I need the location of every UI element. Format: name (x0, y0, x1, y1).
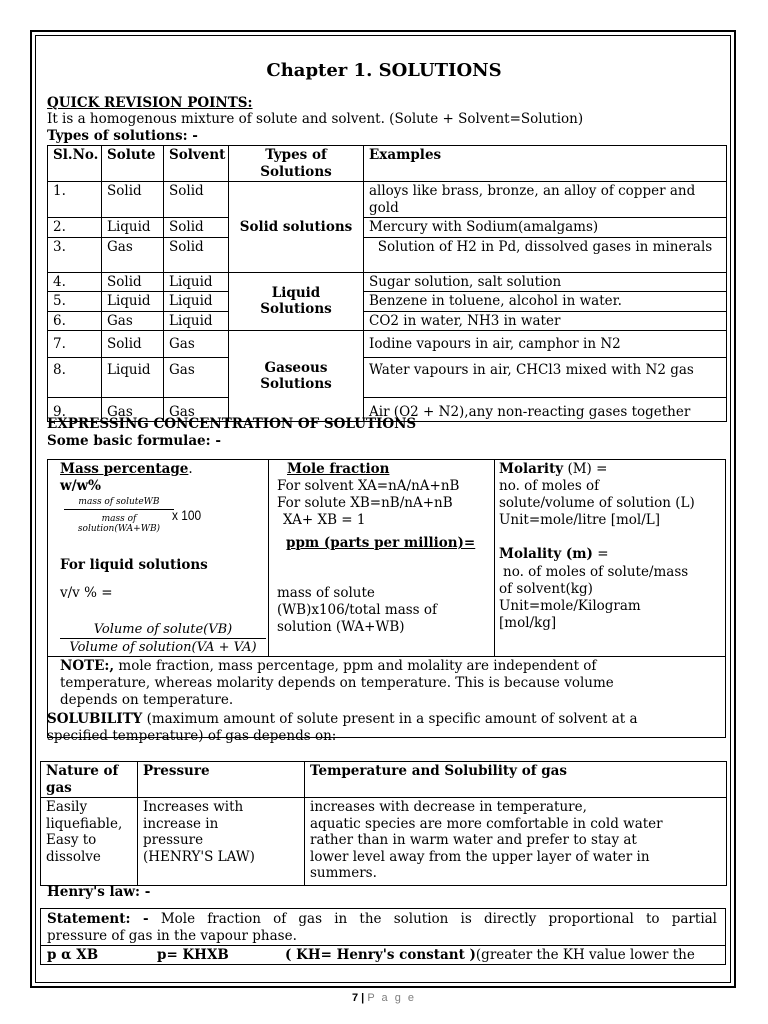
row-solute: Liquid (102, 292, 164, 312)
row-solute: Liquid (102, 358, 164, 398)
row-example: Mercury with Sodium(amalgams) (364, 218, 727, 238)
molarity-def-2: solute/volume of solution (L) (499, 495, 695, 511)
solubility-text-1: (maximum amount of solute present in a specific amount of solvent at a (146, 711, 638, 727)
liquid-solutions-title: For liquid solutions (60, 557, 208, 573)
note-text-1: mole fraction, mass percentage, ppm and molality are independent of (118, 658, 597, 674)
ppm-line-2: (WB)x106/total mass of (277, 602, 438, 618)
mass-fraction (64, 497, 174, 534)
nature-cell (41, 798, 138, 886)
molality-unit: Unit=mole/Kilogram (499, 598, 641, 614)
volume-denominator: Volume of solution(VA + VA) (69, 640, 257, 655)
ppm-title: ppm (parts per million)= (286, 535, 476, 551)
divider (494, 459, 495, 657)
row-no: 5. (48, 292, 102, 312)
row-solvent: Liquid (164, 272, 229, 292)
divider (268, 459, 269, 657)
volume-fraction (60, 621, 266, 656)
statement-label: Statement: - (47, 911, 149, 927)
pressure-line: Increases with (143, 799, 244, 815)
henry-statement-line-2: pressure of gas in the vapour phase. (47, 928, 297, 944)
molality-eq: = (597, 546, 609, 562)
header-temperature: Temperature and Solubility of gas (305, 762, 727, 798)
molality-title: Molality (m) (499, 546, 593, 562)
row-no: 2. (48, 218, 102, 238)
row-solute: Liquid (102, 218, 164, 238)
header-solute: Solute (102, 146, 164, 182)
group-solid: Solid solutions (229, 182, 364, 273)
header-pressure: Pressure (138, 762, 305, 798)
henry-proportion: p α XB (47, 947, 99, 963)
temperature-line: summers. (310, 865, 377, 881)
nature-line: liquefiable, (46, 815, 123, 832)
page-footer (0, 992, 768, 1004)
molality-def-2: of solvent(kg) (499, 581, 593, 597)
header-solvent: Solvent (164, 146, 229, 182)
header-nature: Nature of gas (41, 762, 138, 798)
mass-percentage-title: Mass percentage (60, 461, 189, 477)
row-solvent: Gas (164, 398, 229, 422)
pressure-line: (HENRY'S LAW) (143, 848, 255, 865)
molarity-def-1: no. of moles of (499, 478, 600, 494)
temperature-line: lower level away from the upper layer of water in (310, 848, 650, 865)
row-example: Air (O2 + N2),any non-reacting gases together (364, 398, 727, 422)
molarity-symbol: (M) = (567, 461, 608, 477)
ppm-line-3: solution (WA+WB) (277, 619, 405, 635)
mole-sum: XA+ XB = 1 (283, 512, 366, 528)
page-title: Chapter 1. SOLUTIONS (266, 60, 502, 81)
row-no: 7. (48, 331, 102, 358)
pressure-cell (138, 798, 305, 886)
nature-line: Easily (46, 799, 88, 815)
row-solvent: Solid (164, 218, 229, 238)
molality-def-1: no. of moles of solute/mass (503, 564, 689, 580)
row-solvent: Solid (164, 182, 229, 218)
molarity-unit: Unit=mole/litre [mol/L] (499, 512, 660, 528)
solubility-label: SOLUBILITY (47, 711, 143, 727)
formulae-subheading: Some basic formulae: - (47, 433, 221, 449)
mass-denominator: mass of solution(WA+WB) (77, 514, 161, 534)
henry-constant-rest: (greater the KH value lower the (475, 947, 695, 963)
pressure-line: increase in (143, 815, 219, 832)
note-line-1 (60, 658, 596, 675)
times-100: x 100 (172, 507, 202, 523)
nature-line: Easy to (46, 832, 97, 848)
types-table (47, 145, 727, 422)
row-solvent: Solid (164, 237, 229, 272)
solubility-line-2: specified temperature) of gas depends on: (47, 728, 337, 744)
volume-numerator: Volume of solute(VB) (60, 621, 266, 639)
mole-solute: For solute XB=nB/nA+nB (277, 495, 453, 511)
temperature-line: increases with decrease in temperature, (310, 799, 587, 815)
row-no: 9. (48, 398, 102, 422)
page-number: 7 | (352, 992, 365, 1004)
row-solute: Solid (102, 182, 164, 218)
row-solute: Gas (102, 398, 164, 422)
row-solvent: Liquid (164, 292, 229, 312)
henry-constant-line (285, 947, 695, 964)
row-solvent: Liquid (164, 311, 229, 331)
row-example: alloys like brass, bronze, an alloy of copper and gold (364, 182, 727, 218)
molarity-line (499, 461, 607, 478)
temperature-cell (305, 798, 727, 886)
henry-constant: ( KH= Henry's constant ) (285, 947, 476, 963)
header-types: Types of Solutions (229, 146, 364, 182)
ppm-line-1: mass of solute (277, 585, 375, 601)
pressure-line: pressure (143, 832, 204, 848)
row-example: Water vapours in air, CHCl3 mixed with N2 gas (364, 358, 727, 398)
row-no: 8. (48, 358, 102, 398)
mass-percentage-label: Mass percentage. (60, 461, 193, 477)
nature-line: dissolve (46, 848, 101, 865)
types-heading: Types of solutions: - (47, 128, 198, 144)
row-solute: Solid (102, 272, 164, 292)
henry-equation: p= KHXB (157, 947, 229, 963)
solution-definition: It is a homogenous mixture of solute and solvent. (Solute + Solvent=Solution) (47, 111, 584, 127)
molarity-title: Molarity (499, 461, 564, 477)
concentration-heading: EXPRESSING CONCENTRATION OF SOLUTIONS (47, 416, 417, 432)
quick-revision-heading: QUICK REVISION POINTS: (47, 95, 253, 111)
row-no: 3. (48, 237, 102, 272)
temperature-line: rather than in warm water and prefer to stay at (310, 832, 637, 848)
row-no: 1. (48, 182, 102, 218)
note-line-3: depends on temperature. (60, 692, 234, 708)
divider (47, 656, 726, 657)
row-solute: Gas (102, 237, 164, 272)
row-solute: Gas (102, 311, 164, 331)
molality-unit-2: [mol/kg] (499, 615, 557, 631)
page-word: P a g e (367, 992, 416, 1004)
molality-line (499, 546, 609, 563)
henry-statement-line-1 (47, 911, 717, 928)
header-slno: Sl.No. (48, 146, 102, 182)
divider (40, 945, 726, 946)
vv-label: v/v % = (60, 585, 113, 601)
row-no: 6. (48, 311, 102, 331)
row-example: Sugar solution, salt solution (364, 272, 727, 292)
row-solvent: Gas (164, 331, 229, 358)
note-label: NOTE:, (60, 658, 115, 674)
row-example: Solution of H2 in Pd, dissolved gases in minerals (364, 237, 727, 272)
statement-text-1: Mole fraction of gas in the solution is directly proportional to partial (160, 911, 717, 927)
solubility-line-1 (47, 711, 638, 728)
gas-table (40, 761, 727, 886)
row-no: 4. (48, 272, 102, 292)
henry-heading: Henry's law: - (47, 884, 151, 900)
group-liquid: Liquid Solutions (229, 272, 364, 331)
header-examples: Examples (364, 146, 727, 182)
row-solvent: Gas (164, 358, 229, 398)
mass-numerator: mass of soluteWB (64, 497, 174, 510)
temperature-line: aquatic species are more comfortable in cold water (310, 815, 663, 832)
row-example: Iodine vapours in air, camphor in N2 (364, 331, 727, 358)
mole-solvent: For solvent XA=nA/nA+nB (277, 478, 460, 494)
row-example: Benzene in toluene, alcohol in water. (364, 292, 727, 312)
group-gaseous: Gaseous Solutions (229, 331, 364, 422)
mole-fraction-title: Mole fraction (287, 461, 390, 477)
row-solute: Solid (102, 331, 164, 358)
note-line-2: temperature, whereas molarity depends on temperature. This is because volume (60, 675, 614, 691)
ww-label: w/w% (60, 478, 102, 494)
row-example: CO2 in water, NH3 in water (364, 311, 727, 331)
